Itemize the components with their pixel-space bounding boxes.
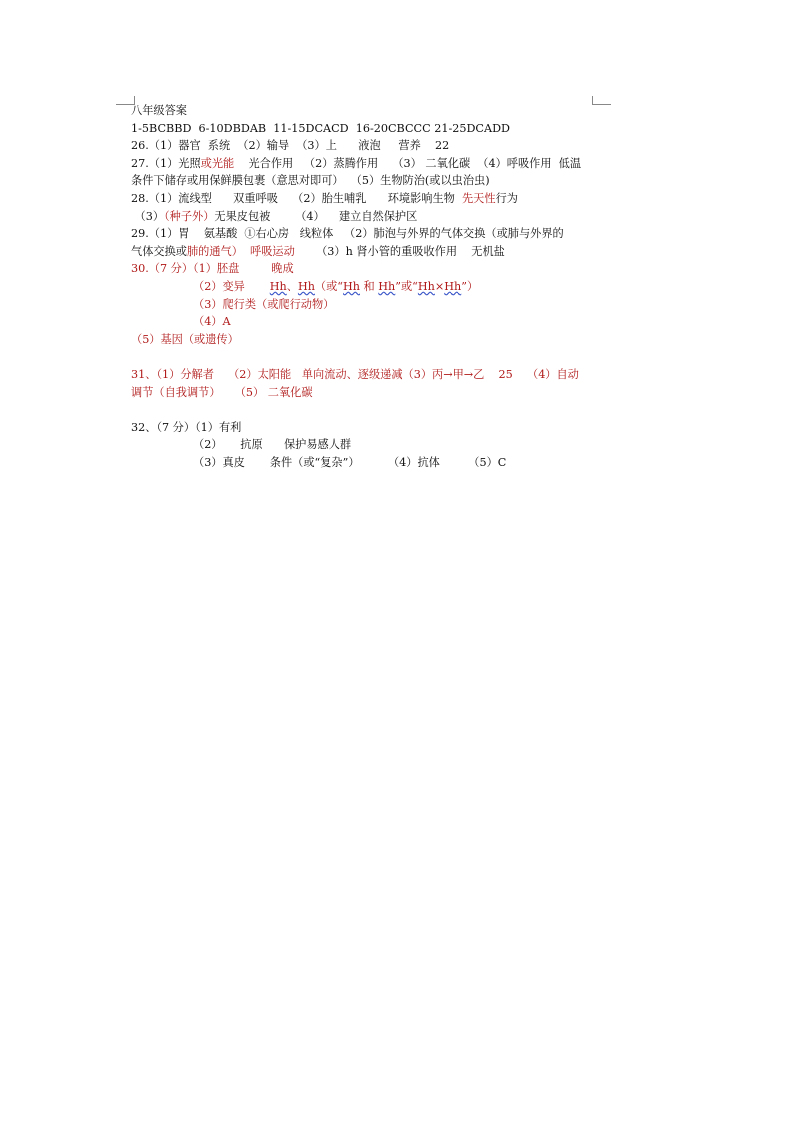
answer-30-line-2 (131, 278, 601, 296)
answer-29-line-2 (131, 243, 601, 261)
answer-32-line-2: （2） 抗原 保护易感人群 (193, 438, 352, 452)
answer-30-part: ”或“ (395, 279, 418, 293)
answer-31-line-2: 调节（自我调节） （5） 二氧化碳 (131, 385, 313, 399)
answer-29-part: （3）h 肾小管的重吸收作用 无机盐 (294, 244, 505, 258)
answer-28-line-1 (131, 190, 601, 208)
genotype-text: Hh (343, 279, 360, 293)
answer-32-line-3: （3）真皮 条件（或“复杂”） （4）抗体 （5）C (193, 455, 507, 469)
answer-26: 26.（1）器官 系统 （2）输导 （3）上 液泡 营养 22 (131, 139, 450, 153)
choice-answers: 1-5BCBBD 6-10DBDAB 11-15DCACD 16-20CBCCC 21-25DCADD (131, 121, 511, 135)
answer-28-red-part: （种子外） (164, 209, 215, 223)
answer-30-line-1: 30.（7 分）（1）胚盘 晚成 (131, 262, 294, 276)
answer-27-part: 光合作用 （2）蒸腾作用 （3） 二氧化碳 （4）呼吸作用 低温 (234, 156, 582, 170)
answer-30-part: 和 (359, 279, 379, 293)
genotype-text: Hh (444, 279, 462, 293)
answer-27-red-part: 或光能 (200, 156, 235, 170)
answer-29-part: 或 (175, 244, 187, 258)
answer-27-line-1 (131, 155, 601, 173)
genotype-text: Hh (417, 279, 435, 293)
answer-30-line-4: （4）A (193, 315, 231, 329)
answer-28-part: 行为 (495, 191, 518, 205)
genotype-text: Hh (378, 279, 396, 293)
answer-28-part: （3） (131, 209, 165, 223)
answer-28-part: 无果皮包被 （4） 建立自然保护区 (214, 209, 418, 223)
answer-30-part: 、 (286, 279, 298, 293)
answer-27-part: 27.（1）光照 (131, 156, 201, 170)
answer-30-part: × (434, 279, 445, 293)
answer-29-line-1: 29.（1）胃 氨基酸 ①右心房 线粒体 （2）肺泡与外界的气体交换（或肺与外界的 (131, 227, 564, 241)
answer-30-line-5: （5）基因（或遗传） (131, 332, 239, 346)
answer-29-red-part: 肺的通气） 呼吸运动 (186, 244, 295, 258)
answer-31-line-1: 31、（1）分解者 （2）太阳能 单向流动、逐级递减（3）丙→甲→乙 25 （4）自动 (131, 367, 579, 381)
spacer (131, 401, 601, 419)
answer-30-part: ”） (461, 279, 479, 293)
answer-32-line-1: 32、（7 分）（1）有利 (131, 420, 242, 434)
answer-30-line-3: （3）爬行类（或爬行动物） (193, 297, 335, 311)
answer-27-line-2: 条件下储存或用保鲜膜包裹（意思对即可） （5）生物防治(或以虫治虫) (131, 174, 490, 188)
answer-document (131, 102, 601, 471)
answer-30-part: （2）变异 (193, 279, 270, 293)
answer-28-red-part: 先天性 (461, 191, 496, 205)
answer-29-part: 气体交换 (131, 244, 176, 258)
answer-28-part: 28.（1）流线型 双重呼吸 （2）胎生哺乳 环境影响生物 (131, 191, 462, 205)
genotype-text: Hh (297, 279, 315, 293)
genotype-text: Hh (269, 279, 287, 293)
spacer (131, 348, 601, 366)
document-title: 八年级答案 (131, 104, 187, 117)
answer-30-part: （或“ (314, 279, 344, 293)
answer-28-line-2 (131, 208, 601, 226)
